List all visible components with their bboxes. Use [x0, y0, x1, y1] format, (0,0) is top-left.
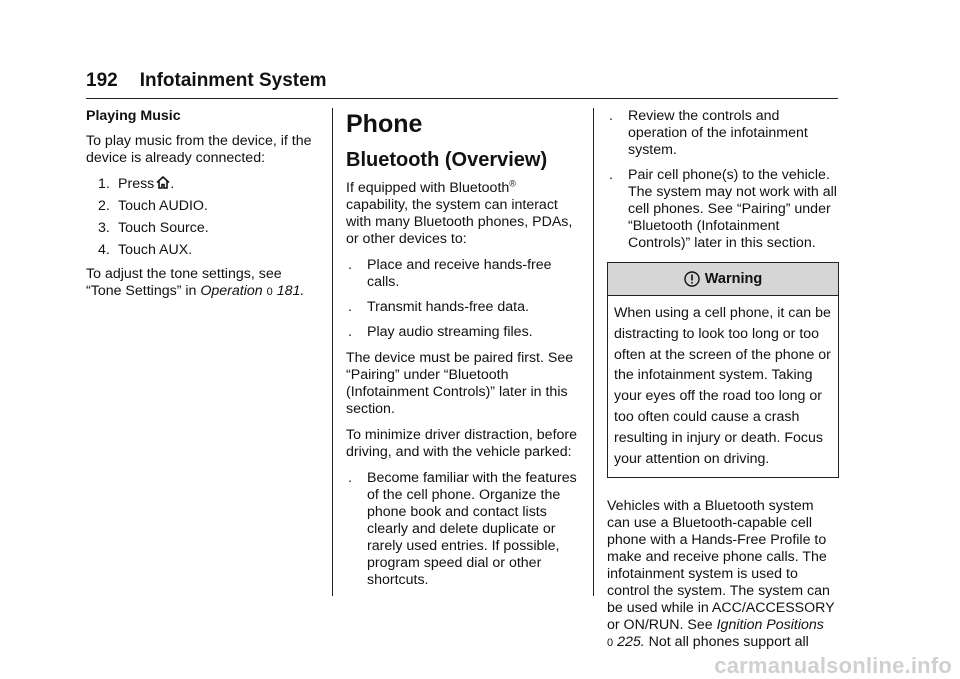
page-number: 192: [86, 70, 118, 91]
watermark: carmanualsonline.info: [714, 653, 952, 678]
list-item: . Play audio streaming files.: [348, 324, 533, 340]
column-divider: [332, 108, 333, 596]
capabilities-list: [346, 257, 578, 341]
registered-mark: ®: [509, 178, 516, 189]
operation-link[interactable]: Operation: [200, 283, 263, 299]
warning-box: [607, 262, 839, 478]
playing-music-heading: Playing Music: [86, 108, 181, 124]
list-item: . Review the controls and operation of the infotainment system.: [609, 108, 808, 158]
page-reference[interactable]: 225.: [617, 634, 645, 651]
list-item: . Transmit hands-free data.: [348, 299, 529, 315]
warning-header: [608, 263, 838, 296]
preparation-list: [607, 108, 839, 252]
phone-heading: Phone: [346, 110, 423, 138]
list-item: . Pair cell phone(s) to the vehicle. The system may not work with all cell phones. See “Pairing” under “Bluetooth (Infotainment Controls)” later in this section.: [609, 167, 837, 251]
distraction-paragraph: To minimize driver distraction, before driving, and with the vehicle parked:: [346, 427, 578, 460]
tone-settings-paragraph: To adjust the tone settings, see “Tone Settings” in Operation 0 181.: [86, 266, 305, 299]
warning-text: When using a cell phone, it can be distracting to look too long or too often at the screen of the phone or the infotainment system. Taking your eyes off the road too long or too often could cause a crash resulting in injury or death. Focus your attention on driving.: [614, 305, 831, 467]
list-item: . Become familiar with the features of the cell phone. Organize the phone book and contact lists clearly and delete duplicate or rarely used entries. If possible, program speed dial or other shortcuts.: [348, 470, 577, 588]
page-ref-icon: 0: [266, 286, 273, 298]
list-item: . Place and receive hands-free calls.: [348, 257, 552, 290]
step-item: 1. Press .: [98, 176, 175, 192]
bluetooth-overview-heading: Bluetooth (Overview): [346, 149, 548, 171]
bluetooth-system-paragraph: Vehicles with a Bluetooth system can use a Bluetooth-capable cell phone with a Hands-Free Profile to make and receive phone calls. The infotainment system is used to control the system. The system can be used while in ACC/ACCESSORY or ON/RUN. See Ignition Positions 0 225. Not all phones support all: [607, 498, 835, 651]
warning-title: Warning: [704, 270, 763, 287]
middle-column: [346, 108, 578, 598]
left-column: [86, 108, 318, 310]
intro-paragraph: To play music from the device, if the device is already connected:: [86, 133, 312, 166]
column-divider: [593, 108, 594, 596]
home-icon: [156, 176, 170, 189]
bluetooth-intro: If equipped with Bluetooth® capability, the system can interact with many Bluetooth phones, PDAs, or other devices to:: [346, 178, 573, 247]
step-item: 4. Touch AUX.: [98, 242, 193, 258]
familiarize-list: [346, 470, 578, 589]
page-reference[interactable]: 181.: [276, 283, 305, 299]
ignition-positions-link[interactable]: Ignition Positions: [716, 617, 824, 634]
step-item: 3. Touch Source.: [98, 220, 209, 236]
section-title: Infotainment System: [139, 70, 327, 91]
pairing-paragraph: The device must be paired first. See “Pairing” under “Bluetooth (Infotainment Controls)” later in this section.: [346, 350, 574, 417]
step-item: 2. Touch AUDIO.: [98, 198, 208, 214]
page-ref-icon: 0: [607, 637, 614, 650]
right-column: [607, 108, 839, 661]
warning-icon: [684, 271, 700, 287]
steps-list: [86, 176, 318, 259]
page-header: [86, 70, 838, 99]
